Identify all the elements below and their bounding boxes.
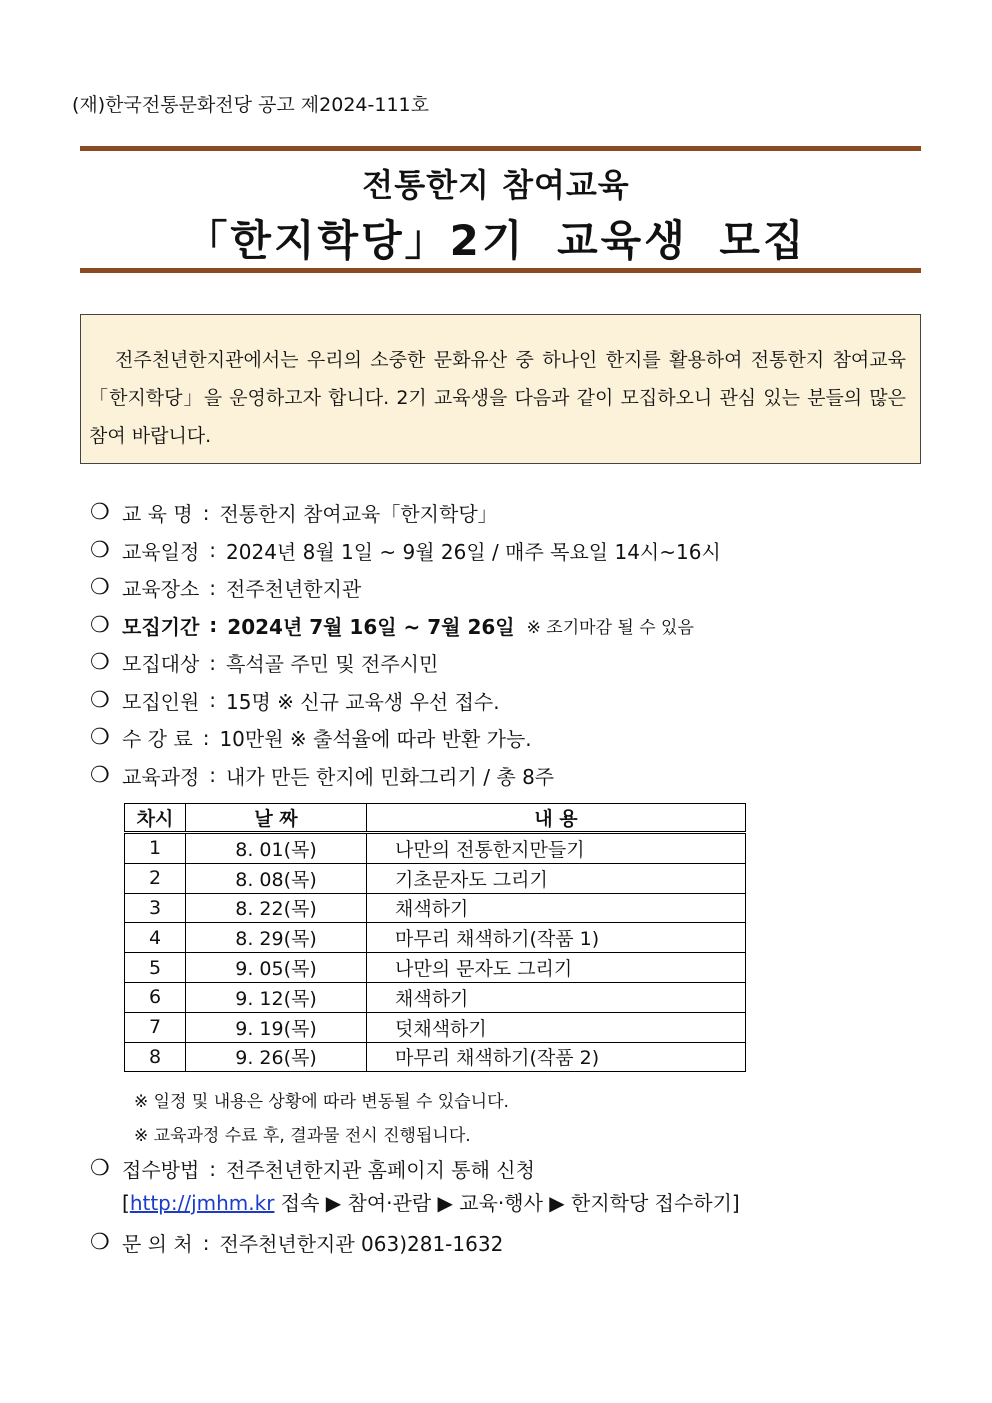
item-value: 2024년 8월 1일 ~ 9월 26일 / 매주 목요일 14시~16시 [226, 539, 721, 564]
info-item [90, 532, 920, 570]
cell-date: 9. 05(목) [186, 953, 367, 983]
cell-session: 5 [125, 953, 186, 983]
table-row [125, 923, 746, 953]
footnote-exhibition: ※ 교육과정 수료 후, 결과물 전시 진행됩니다. [134, 1126, 471, 1146]
bullet-icon: ❍ [90, 1230, 110, 1255]
table-row [125, 982, 746, 1012]
item-colon: : [209, 613, 218, 638]
bullet-icon: ❍ [90, 762, 110, 788]
top-rule [80, 146, 921, 151]
item-colon: : [209, 763, 217, 788]
item-label: 교육장소 [122, 577, 200, 602]
cell-date: 8. 08(목) [186, 863, 367, 893]
table-row [125, 1042, 746, 1072]
open-bracket: [ [122, 1191, 130, 1215]
table-row [125, 833, 746, 864]
info-item [90, 494, 920, 532]
apply-path-text: 접속 ▶ 참여·관람 ▶ 교육·행사 ▶ 한지학당 접수하기] [274, 1191, 740, 1215]
bullet-icon: ❍ [90, 687, 110, 713]
cell-date: 9. 12(목) [186, 982, 367, 1012]
cell-content: 마무리 채색하기(작품 1) [367, 923, 746, 953]
cell-date: 8. 22(목) [186, 893, 367, 923]
cell-content: 나만의 문자도 그리기 [367, 953, 746, 983]
cell-content: 덧채색하기 [367, 1012, 746, 1042]
item-label: 모집기간 [122, 614, 200, 639]
item-value: 흑석골 주민 및 전주시민 [226, 652, 439, 677]
info-item [90, 644, 920, 682]
cell-date: 8. 29(목) [186, 923, 367, 953]
cell-session: 4 [125, 923, 186, 953]
header-content: 내 용 [367, 804, 746, 833]
header-date: 날 짜 [186, 804, 367, 833]
apply-colon: : [209, 1156, 217, 1181]
item-value: 2024년 7월 16일 ~ 7월 26일 [227, 614, 515, 639]
info-item [90, 682, 920, 720]
cell-session: 1 [125, 833, 186, 864]
contact-colon: : [202, 1230, 210, 1255]
notice-number: (재)한국전통문화전당 공고 제2024-111호 [72, 94, 429, 116]
title-line2: 「한지학당」2기 교육생 모집 [185, 216, 807, 265]
item-label: 수 강 료 [122, 727, 193, 752]
item-colon: : [209, 538, 217, 563]
bullet-icon: ❍ [90, 650, 110, 676]
bullet-icon: ❍ [90, 537, 110, 563]
apply-path [122, 1187, 740, 1216]
cell-content: 마무리 채색하기(작품 2) [367, 1042, 746, 1072]
bullet-icon: ❍ [90, 725, 110, 751]
cell-date: 9. 19(목) [186, 1012, 367, 1042]
bullet-icon: ❍ [90, 575, 110, 601]
apply-label: 접수방법 [122, 1158, 200, 1182]
item-label: 모집대상 [122, 652, 200, 677]
item-label: 교 육 명 [122, 502, 193, 527]
intro-text: 전주천년한지관에서는 우리의 소중한 문화유산 중 하나인 한지를 활용하여 전통한지 참여교육「한지학당」을 운영하고자 합니다. 2기 교육생을 다음과 같이 모집하오니 관심 있는 분들의 많은 참여 바랍니다. [89, 349, 906, 447]
cell-content: 기초문자도 그리기 [367, 863, 746, 893]
table-row [125, 863, 746, 893]
cell-session: 3 [125, 893, 186, 923]
cell-session: 7 [125, 1012, 186, 1042]
bullet-icon: ❍ [90, 612, 110, 638]
title-line1: 전통한지 참여교육 [362, 166, 630, 204]
header-session: 차시 [125, 804, 186, 833]
info-list [90, 494, 920, 794]
table-row [125, 893, 746, 923]
bullet-icon: ❍ [90, 1156, 110, 1181]
cell-session: 8 [125, 1042, 186, 1072]
item-value: 10만원 ※ 출석율에 따라 반환 가능. [219, 727, 532, 752]
homepage-link[interactable]: http://jmhm.kr [129, 1191, 275, 1215]
cell-date: 8. 01(목) [186, 833, 367, 864]
apply-section [90, 1150, 535, 1187]
course-table [124, 803, 746, 1072]
bottom-rule [80, 268, 921, 273]
intro-box [80, 314, 921, 464]
item-value: 15명 ※ 신규 교육생 우선 접수. [226, 689, 500, 714]
item-note: ※ 조기마감 될 수 있음 [526, 617, 694, 638]
bullet-icon: ❍ [90, 500, 110, 526]
item-colon: : [209, 575, 217, 600]
cell-content: 나만의 전통한지만들기 [367, 833, 746, 864]
cell-session: 2 [125, 863, 186, 893]
contact-value: 전주천년한지관 063)281-1632 [219, 1232, 504, 1256]
info-item [90, 719, 920, 757]
contact-section [90, 1224, 503, 1261]
cell-date: 9. 26(목) [186, 1042, 367, 1072]
item-colon: : [202, 500, 210, 525]
footnote-schedule: ※ 일정 및 내용은 상황에 따라 변동될 수 있습니다. [134, 1092, 509, 1112]
info-item [90, 757, 920, 795]
info-item-recruit-period [90, 607, 920, 645]
table-row [125, 953, 746, 983]
cell-content: 채색하기 [367, 982, 746, 1012]
table-header-row [125, 804, 746, 833]
item-label: 교육일정 [122, 539, 200, 564]
item-value: 전통한지 참여교육「한지학당」 [219, 502, 498, 527]
cell-content: 채색하기 [367, 893, 746, 923]
item-label: 모집인원 [122, 689, 200, 714]
item-colon: : [209, 688, 217, 713]
info-item [90, 569, 920, 607]
item-label: 교육과정 [122, 764, 200, 789]
apply-value: 전주천년한지관 홈페이지 통해 신청 [226, 1158, 535, 1182]
item-colon: : [209, 650, 217, 675]
contact-label: 문 의 처 [122, 1232, 193, 1256]
table-row [125, 1012, 746, 1042]
cell-session: 6 [125, 982, 186, 1012]
item-colon: : [202, 725, 210, 750]
item-value: 전주천년한지관 [226, 577, 362, 602]
item-value: 내가 만든 한지에 민화그리기 / 총 8주 [226, 764, 555, 789]
